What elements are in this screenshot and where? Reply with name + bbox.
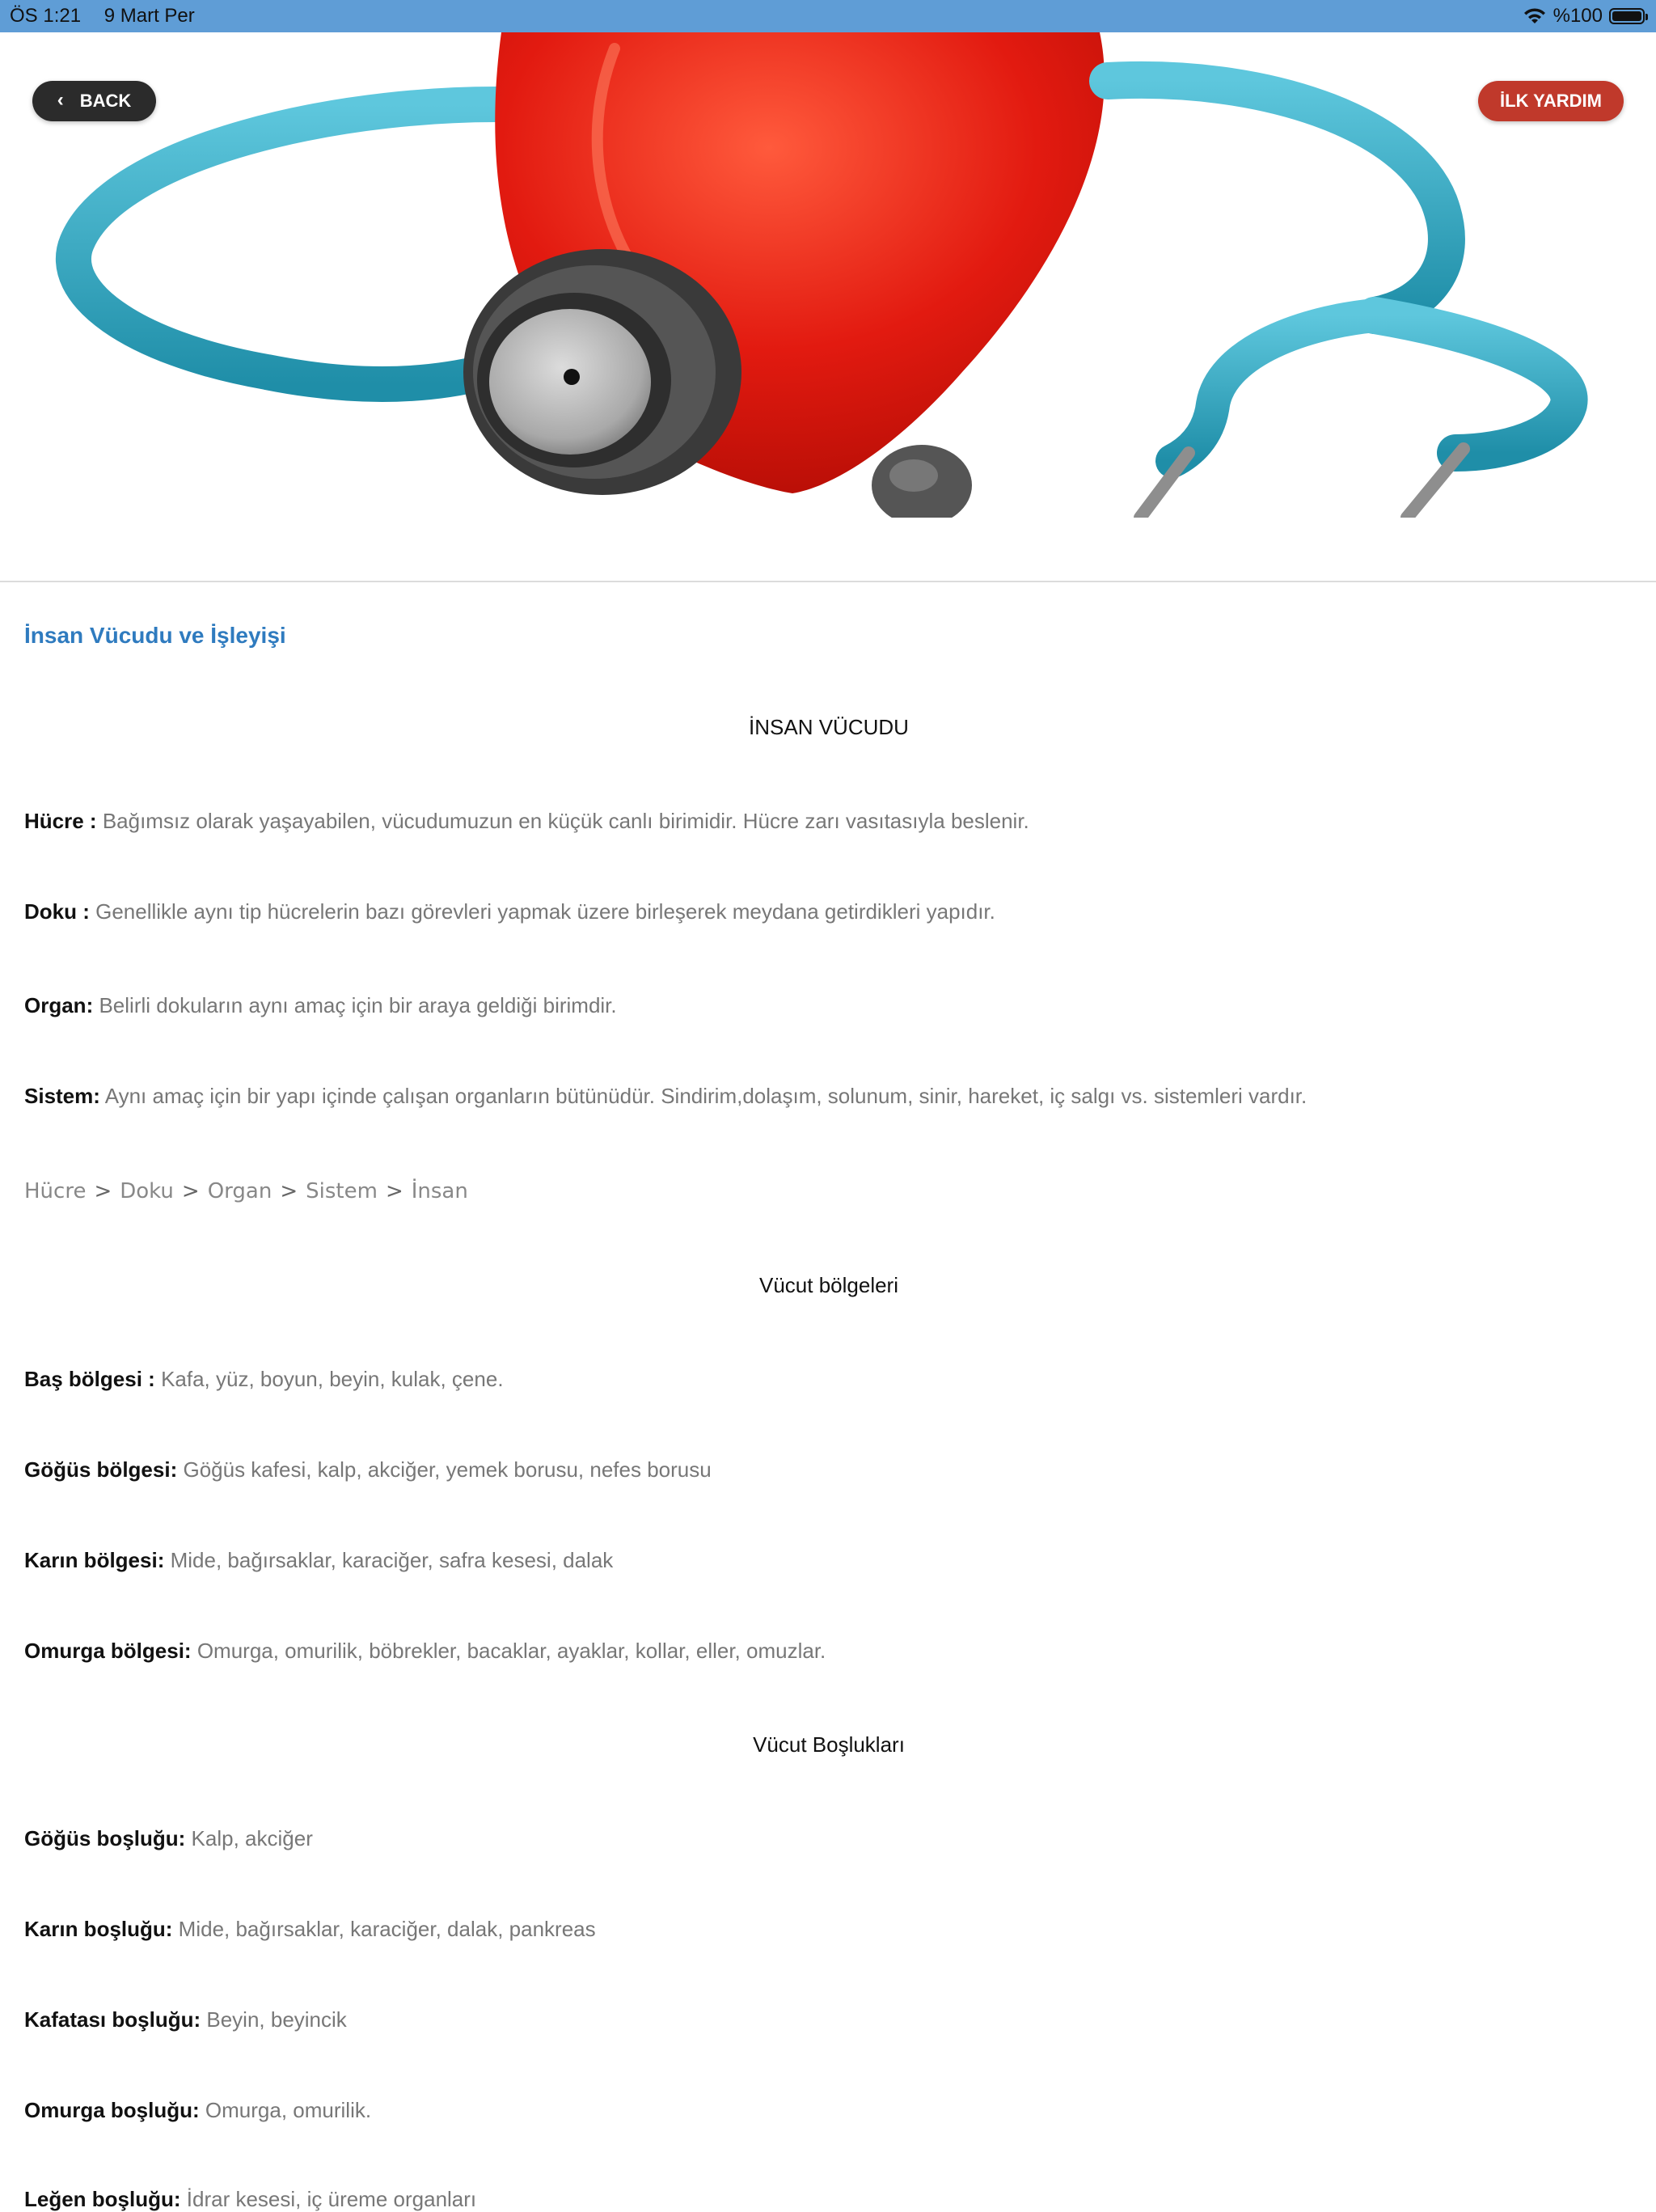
definition-text: Belirli dokuların aynı amaç için bir araya geldiği birimdir.	[99, 993, 617, 1017]
definition-row	[24, 809, 1633, 834]
definition-text: Aynı amaç için bir yapı içinde çalışan organların bütünüdür. Sindirim,dolaşım, solunum, sinir, hareket, iç salgı vs. sistemleri vardır.	[104, 1084, 1307, 1108]
cavity-term: Karın boşluğu:	[24, 1917, 173, 1941]
region-row	[24, 1548, 1633, 1573]
chain-item: Hücre	[24, 1179, 87, 1203]
region-term: Omurga bölgesi:	[24, 1639, 192, 1663]
chain-separator: >	[280, 1179, 298, 1203]
heart-stethoscope-illustration	[0, 32, 1656, 518]
chain-separator: >	[181, 1179, 200, 1203]
status-date: 9 Mart Per	[104, 5, 195, 27]
cavity-row	[24, 2098, 1633, 2123]
region-row	[24, 1457, 1633, 1482]
definition-text: Bağımsız olarak yaşayabilen, vücudumuzun en küçük canlı birimidir. Hücre zarı vasıtasıyla beslenir.	[102, 809, 1029, 833]
cavity-text: Kalp, akciğer	[191, 1826, 313, 1850]
region-row	[24, 1639, 1633, 1664]
definition-term: Hücre :	[24, 809, 97, 833]
cavity-row	[24, 1917, 1633, 1942]
definition-term: Sistem:	[24, 1084, 100, 1108]
wifi-icon	[1523, 7, 1547, 25]
status-bar	[0, 0, 1656, 32]
region-text: Kafa, yüz, boyun, beyin, kulak, çene.	[161, 1367, 504, 1391]
cavity-text: Omurga, omurilik.	[205, 2098, 372, 2122]
region-text: Omurga, omurilik, böbrekler, bacaklar, ayaklar, kollar, eller, omuzlar.	[196, 1639, 826, 1663]
chain-item: Organ	[207, 1179, 272, 1203]
section-heading-body-cavities: Vücut Boşlukları	[753, 1732, 905, 1757]
chain-item: İnsan	[411, 1179, 468, 1203]
section-heading-body-regions: Vücut bölgeleri	[759, 1273, 898, 1297]
cavity-text: İdrar kesesi, iç üreme organları	[186, 2187, 477, 2211]
cavity-term: Kafatası boşluğu:	[24, 2007, 201, 2032]
chain-separator: >	[94, 1179, 112, 1203]
section-heading-human-body: İNSAN VÜCUDU	[749, 715, 909, 739]
definition-row	[24, 899, 1633, 924]
region-text: Mide, bağırsaklar, karaciğer, safra kesesi, dalak	[170, 1548, 614, 1572]
cavity-term: Omurga boşluğu:	[24, 2098, 200, 2122]
hierarchy-chain	[24, 1179, 468, 1203]
definition-row	[24, 993, 1633, 1018]
first-aid-button[interactable]	[1478, 81, 1624, 121]
chevron-left-icon: ‹	[57, 88, 64, 111]
region-row	[24, 1367, 1633, 1392]
definition-term: Organ:	[24, 993, 94, 1017]
region-term: Göğüs bölgesi:	[24, 1457, 178, 1482]
cavity-term: Göğüs boşluğu:	[24, 1826, 186, 1850]
article-title: İnsan Vücudu ve İşleyişi	[24, 623, 286, 648]
region-text: Göğüs kafesi, kalp, akciğer, yemek borusu, nefes borusu	[183, 1457, 712, 1482]
first-aid-button-label: İLK YARDIM	[1500, 91, 1602, 111]
definition-text: Genellikle aynı tip hücrelerin bazı görevleri yapmak üzere birleşerek meydana getirdikleri yapıdır.	[95, 899, 995, 924]
cavity-term: Leğen boşluğu:	[24, 2187, 181, 2211]
battery-icon	[1609, 8, 1645, 24]
hero-image	[0, 32, 1656, 518]
back-button-label: BACK	[79, 91, 132, 111]
cavity-row	[24, 1826, 1633, 1851]
chain-item: Sistem	[306, 1179, 378, 1203]
cavity-row	[24, 2007, 1633, 2032]
chain-separator: >	[385, 1179, 403, 1203]
chain-item: Doku	[120, 1179, 174, 1203]
region-term: Baş bölgesi :	[24, 1367, 155, 1391]
cavity-text: Beyin, beyincik	[206, 2007, 347, 2032]
cavity-row	[24, 2187, 1633, 2212]
back-button[interactable]	[32, 81, 156, 121]
header-divider	[0, 581, 1656, 582]
battery-percent: %100	[1552, 5, 1603, 27]
definition-term: Doku :	[24, 899, 90, 924]
status-time: ÖS 1:21	[10, 5, 82, 27]
definition-row	[24, 1084, 1633, 1109]
region-term: Karın bölgesi:	[24, 1548, 165, 1572]
cavity-text: Mide, bağırsaklar, karaciğer, dalak, pankreas	[178, 1917, 596, 1941]
